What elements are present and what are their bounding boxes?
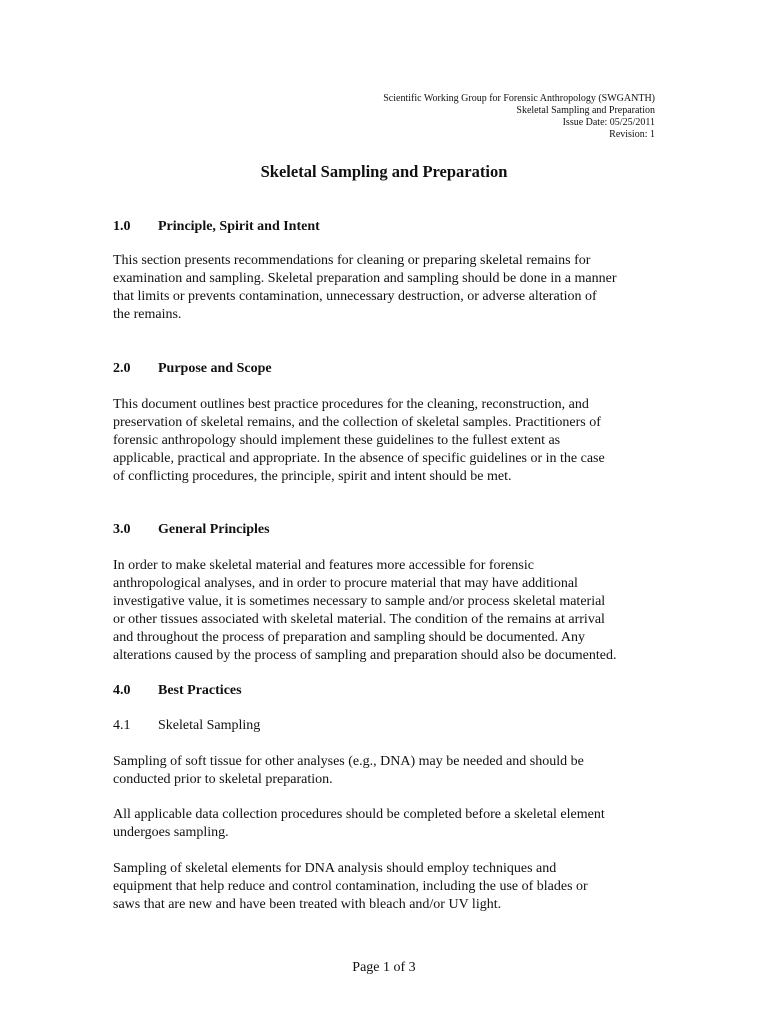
- header-doc-name: Skeletal Sampling and Preparation: [516, 105, 655, 116]
- header-issue-date: Issue Date: 05/25/2011: [562, 117, 655, 128]
- section-heading-4: [113, 682, 242, 700]
- section-1-paragraph: [113, 252, 658, 324]
- section-number: 3.0: [113, 522, 131, 537]
- section-2-paragraph: [113, 396, 658, 486]
- section-number: 4.1: [113, 718, 131, 733]
- text-line: saws that are new and have been treated with bleach and/or UV light.: [113, 897, 502, 912]
- text-line: This section presents recommendations for cleaning or preparing skeletal remains for: [113, 253, 591, 268]
- text-line: that limits or prevents contamination, unnecessary destruction, or adverse alteration of: [113, 289, 597, 304]
- section-number: 4.0: [113, 683, 131, 698]
- section-number: 1.0: [113, 219, 131, 234]
- header-org: Scientific Working Group for Forensic Anthropology (SWGANTH): [383, 93, 655, 104]
- text-line: examination and sampling. Skeletal preparation and sampling should be done in a manner: [113, 271, 617, 286]
- section-4-1-paragraph-2: [113, 806, 658, 842]
- section-title: Principle, Spirit and Intent: [158, 219, 320, 234]
- section-title: Purpose and Scope: [158, 361, 272, 376]
- text-line: undergoes sampling.: [113, 825, 229, 840]
- section-heading-2: [113, 360, 272, 378]
- text-line: conducted prior to skeletal preparation.: [113, 772, 333, 787]
- text-line: Sampling of soft tissue for other analyses (e.g., DNA) may be needed and should be: [113, 754, 584, 769]
- text-line: and throughout the process of preparation and sampling should be documented. Any: [113, 630, 586, 645]
- text-line: equipment that help reduce and control contamination, including the use of blades or: [113, 879, 588, 894]
- document-title: Skeletal Sampling and Preparation: [260, 162, 508, 181]
- text-line: of conflicting procedures, the principle, spirit and intent should be met.: [113, 469, 512, 484]
- document-header: [383, 93, 655, 141]
- section-number: 2.0: [113, 361, 131, 376]
- subsection-heading-4-1: [113, 717, 260, 735]
- text-line: alterations caused by the process of sampling and preparation should also be documented.: [113, 648, 617, 663]
- text-line: or other tissues associated with skeletal material. The condition of the remains at arrival: [113, 612, 605, 627]
- section-heading-1: [113, 218, 320, 236]
- section-heading-3: [113, 521, 270, 539]
- text-line: the remains.: [113, 307, 182, 322]
- text-line: investigative value, it is sometimes necessary to sample and/or process skeletal material: [113, 594, 606, 609]
- page-number: Page 1 of 3: [352, 960, 416, 975]
- section-3-paragraph: [113, 557, 658, 665]
- section-title: General Principles: [158, 522, 270, 537]
- text-line: anthropological analyses, and in order to procure material that may have additional: [113, 576, 578, 591]
- section-4-1-paragraph-3: [113, 860, 658, 914]
- text-line: This document outlines best practice procedures for the cleaning, reconstruction, and: [113, 397, 589, 412]
- section-4-1-paragraph-1: [113, 753, 658, 789]
- section-title: Skeletal Sampling: [158, 718, 261, 733]
- section-title: Best Practices: [158, 683, 242, 698]
- text-line: applicable, practical and appropriate. In the absence of specific guidelines or in the case: [113, 451, 605, 466]
- text-line: forensic anthropology should implement these guidelines to the fullest extent as: [113, 433, 561, 448]
- text-line: All applicable data collection procedures should be completed before a skeletal element: [113, 807, 605, 822]
- text-line: Sampling of skeletal elements for DNA analysis should employ techniques and: [113, 861, 557, 876]
- text-line: preservation of skeletal remains, and the collection of skeletal samples. Practitioners of: [113, 415, 601, 430]
- header-revision: Revision: 1: [609, 129, 655, 140]
- text-line: In order to make skeletal material and features more accessible for forensic: [113, 558, 534, 573]
